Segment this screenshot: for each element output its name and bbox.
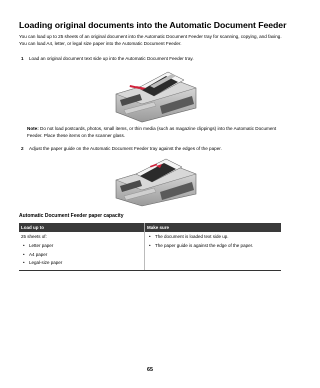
load-cell (19, 232, 144, 270)
step-number: 1 (21, 56, 24, 61)
step-1 (21, 56, 287, 64)
page-title: Loading original documents into the Automatic Document Feeder (19, 20, 287, 30)
header-make-sure: Make sure (144, 223, 281, 232)
note-text: Do not load postcards, photos, small items, or thin media (such as magazine clippings) into the Automatic Document Feeder. Place these items on the scanner glass. (27, 126, 277, 138)
make-sure-cell (144, 232, 281, 270)
step-2 (21, 146, 287, 154)
table-row (19, 232, 281, 270)
make-sure-list (147, 234, 279, 249)
step-text: Adjust the paper guide on the Automatic Document Feeder tray against the edges of the paper. (29, 146, 222, 151)
printer-illustration-load (110, 66, 200, 124)
capacity-table (19, 223, 281, 271)
printer-illustration-guide (110, 156, 200, 208)
table-header-row (19, 223, 281, 232)
header-load-up-to: Load up to (21, 225, 44, 231)
load-heading: 25 sheets of: (21, 234, 47, 239)
step-number: 2 (21, 146, 24, 151)
table-title: Automatic Document Feeder paper capacity (19, 213, 124, 219)
note-label: Note: (27, 126, 39, 131)
note-paragraph (27, 126, 287, 139)
page-number: 65 (147, 367, 153, 373)
list-item: • Letter paper (21, 243, 142, 249)
intro-paragraph: You can load up to 25 sheets of an original document into the Automatic Document Feeder tray for scanning, copying, and faxing. You can load A4, letter, or legal size paper into the Automatic Document Feeder. (19, 34, 282, 46)
list-item: • Legal-size paper (21, 260, 142, 266)
list-item: • The paper guide is against the edge of the paper. (147, 243, 279, 249)
list-item: • The document is loaded text side up. (147, 234, 279, 240)
step-text: Load an original document text side up into the Automatic Document Feeder tray. (29, 56, 194, 61)
load-list (21, 243, 142, 267)
list-item: • A4 paper (21, 252, 142, 258)
